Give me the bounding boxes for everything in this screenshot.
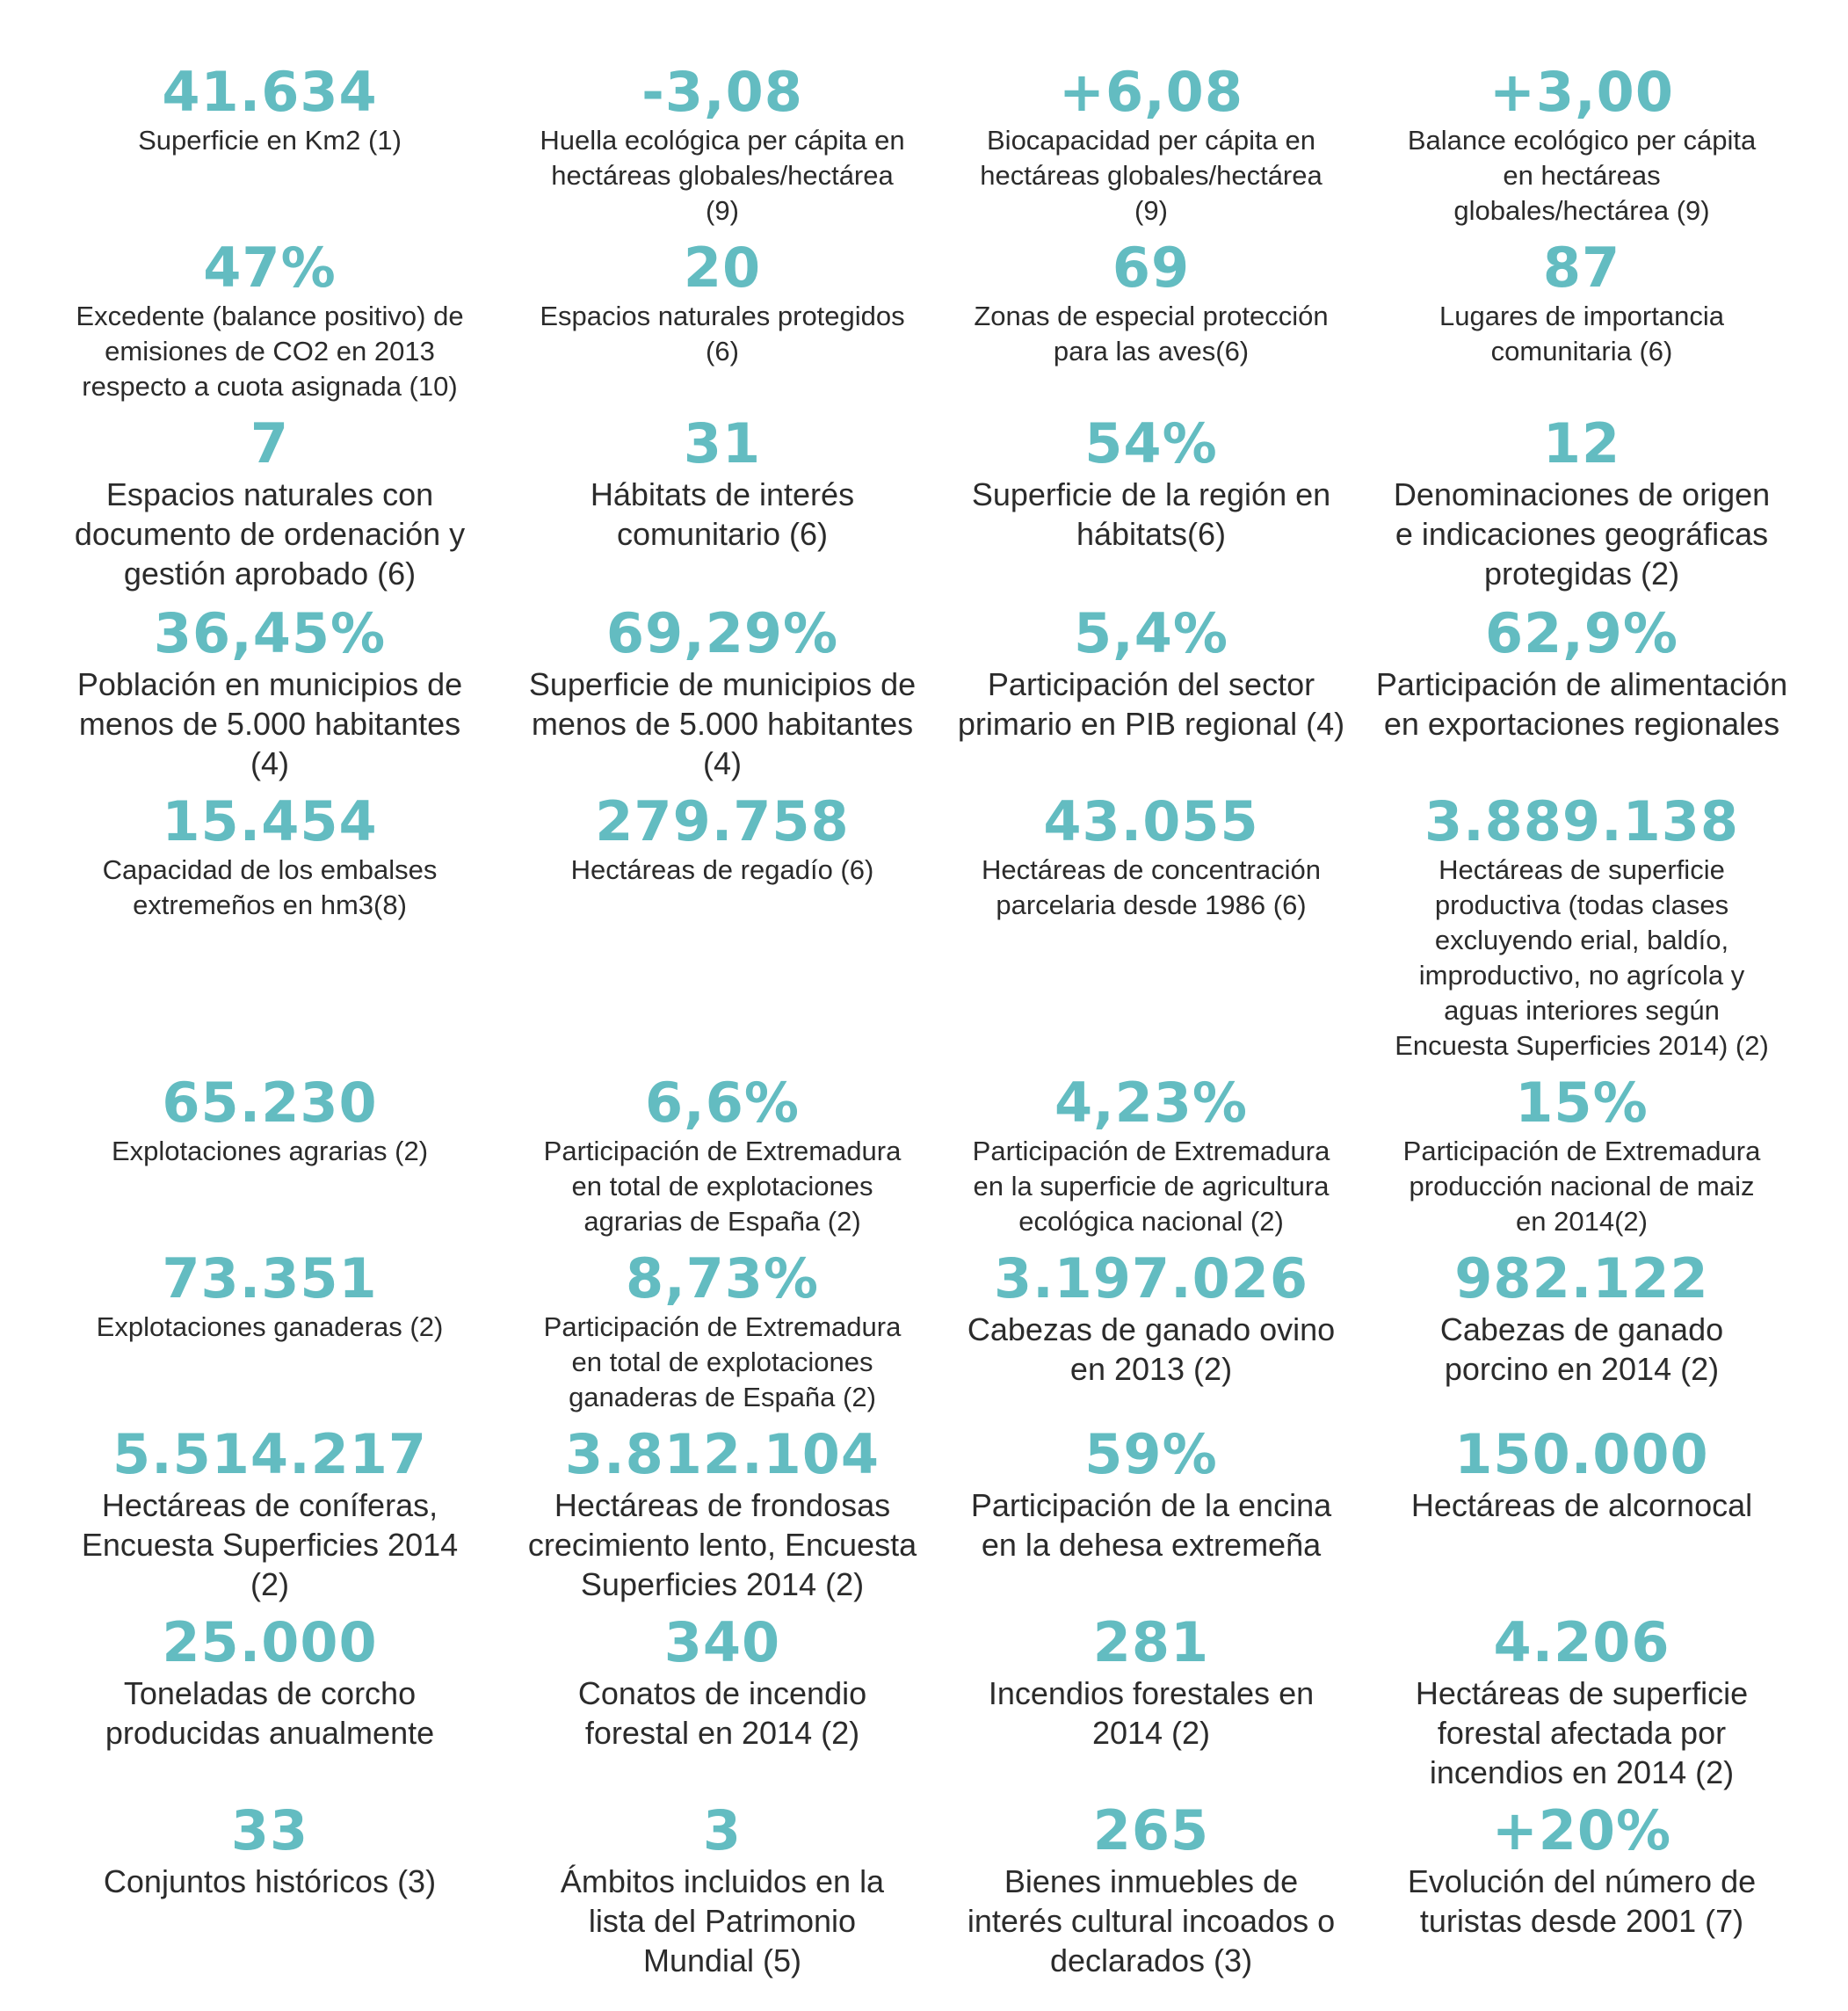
stat-value: +6,08: [1059, 60, 1243, 124]
stat-value: 41.634: [162, 60, 378, 124]
stat-item: [1371, 60, 1793, 229]
stat-item: [1371, 789, 1793, 1064]
stat-label: Toneladas de corcho producidas anualmente: [105, 1675, 435, 1751]
stat-label: Participación de la encina en la dehesa extremeña: [970, 1487, 1332, 1563]
stat-value: +20%: [1491, 1798, 1672, 1862]
stat-label: Espacios naturales protegidos (6): [540, 301, 905, 367]
stat-value: 5,4%: [1074, 601, 1228, 665]
stat-item: [1371, 236, 1793, 369]
stat-item: [59, 789, 481, 923]
stat-value: 3.197.026: [993, 1246, 1309, 1310]
stat-label: Superficie de la región en hábitats(6): [971, 476, 1331, 552]
stat-label: Excedente (balance positivo) de emisiones de CO2 en 2013 respecto a cuota asignada (10): [76, 301, 464, 402]
stat-label: Zonas de especial protección para las aves(6): [974, 301, 1329, 367]
stat-value: 4.206: [1493, 1610, 1670, 1674]
stat-item: [511, 789, 933, 888]
stat-item: [1371, 1422, 1793, 1525]
stat-label: Hectáreas de superficie productiva (todas clases excluyendo erial, baldío, improductivo, no agrícola y aguas interiores según Encuesta Superficies 2014) (2): [1395, 854, 1769, 1061]
stat-label: Capacidad de los embalses extremeños en hm3(8): [102, 854, 438, 920]
stat-item: [59, 1610, 481, 1753]
stat-value: 20: [683, 236, 762, 300]
stat-value: 3.812.104: [564, 1422, 881, 1486]
stat-value: 3: [702, 1798, 743, 1862]
stat-label: Hectáreas de alcornocal: [1410, 1487, 1753, 1523]
stat-value: 4,23%: [1054, 1071, 1249, 1135]
stat-item: [1371, 1071, 1793, 1239]
stat-label: Denominaciones de origen e indicaciones geográficas protegidas (2): [1393, 476, 1771, 592]
stat-item: [940, 1610, 1362, 1753]
stat-label: Hábitats de interés comunitario (6): [590, 476, 855, 552]
stat-label: Participación del sector primario en PIB regional (4): [957, 666, 1345, 742]
stat-label: Hectáreas de frondosas crecimiento lento, Encuesta Superficies 2014 (2): [527, 1487, 917, 1602]
stat-value: 62,9%: [1484, 601, 1679, 665]
stat-item: [940, 1246, 1362, 1389]
stat-item: [1371, 411, 1793, 593]
stat-value: -3,08: [641, 60, 803, 124]
stat-item: [940, 789, 1362, 923]
stat-value: 281: [1092, 1610, 1210, 1674]
stat-value: 15%: [1515, 1071, 1649, 1135]
stat-item: [511, 1422, 933, 1604]
stat-value: 69: [1112, 236, 1191, 300]
stat-label: Participación de Extremadura producción nacional de maiz en 2014(2): [1402, 1136, 1761, 1237]
stat-label: Participación de alimentación en exportaciones regionales: [1375, 666, 1788, 742]
stat-value: 3.889.138: [1424, 789, 1740, 853]
stat-item: [1371, 1246, 1793, 1389]
stat-item: [59, 60, 481, 158]
stat-label: Hectáreas de superficie forestal afectada por incendios en 2014 (2): [1415, 1675, 1749, 1790]
stat-item: [940, 1798, 1362, 1980]
stat-label: Bienes inmuebles de interés cultural incoados o declarados (3): [967, 1863, 1336, 1978]
stat-value: +3,00: [1489, 60, 1674, 124]
stat-item: [940, 1071, 1362, 1239]
stat-item: [59, 601, 481, 783]
stat-value: 36,45%: [153, 601, 387, 665]
stat-value: 5.514.217: [112, 1422, 428, 1486]
stat-value: 33: [230, 1798, 309, 1862]
stat-label: Participación de Extremadura en total de explotaciones agrarias de España (2): [543, 1136, 902, 1237]
stat-label: Explotaciones agrarias (2): [111, 1136, 429, 1166]
stat-item: [511, 1798, 933, 1980]
stat-value: 54%: [1084, 411, 1218, 476]
stat-label: Hectáreas de coníferas, Encuesta Superficies 2014 (2): [81, 1487, 459, 1602]
stat-item: [59, 1798, 481, 1901]
stat-value: 12: [1542, 411, 1621, 476]
stat-item: [59, 236, 481, 404]
stat-item: [511, 411, 933, 554]
stat-value: 59%: [1084, 1422, 1218, 1486]
stat-label: Balance ecológico per cápita en hectáreas globales/hectárea (9): [1407, 125, 1757, 226]
stat-value: 265: [1092, 1798, 1210, 1862]
stat-label: Huella ecológica per cápita en hectáreas globales/hectárea (9): [540, 125, 905, 226]
stat-value: 279.758: [595, 789, 850, 853]
stat-item: [511, 1071, 933, 1239]
stat-item: [59, 411, 481, 593]
stat-item: [1371, 601, 1793, 744]
stat-item: [59, 1246, 481, 1345]
stat-item: [511, 601, 933, 783]
stat-value: 982.122: [1454, 1246, 1709, 1310]
stat-label: Biocapacidad per cápita en hectáreas globales/hectárea (9): [980, 125, 1323, 226]
stat-item: [940, 60, 1362, 229]
stat-label: Población en municipios de menos de 5.000 habitantes (4): [76, 666, 463, 781]
stat-item: [940, 1422, 1362, 1565]
stat-value: 47%: [203, 236, 337, 300]
stat-label: Ámbitos incluidos en la lista del Patrimonio Mundial (5): [560, 1863, 885, 1978]
stat-label: Explotaciones ganaderas (2): [96, 1311, 444, 1342]
stat-value: 25.000: [162, 1610, 378, 1674]
stat-label: Espacios naturales con documento de ordenación y gestión aprobado (6): [74, 476, 466, 592]
stat-value: 43.055: [1043, 789, 1259, 853]
stat-item: [59, 1071, 481, 1169]
stat-label: Hectáreas de concentración parcelaria desde 1986 (6): [981, 854, 1321, 920]
stat-value: 150.000: [1454, 1422, 1709, 1486]
stat-item: [1371, 1798, 1793, 1941]
stat-value: 340: [663, 1610, 781, 1674]
stat-item: [940, 411, 1362, 554]
stat-value: 73.351: [162, 1246, 378, 1310]
stat-value: 65.230: [162, 1071, 378, 1135]
stat-label: Cabezas de ganado ovino en 2013 (2): [967, 1311, 1336, 1387]
stat-value: 69,29%: [605, 601, 839, 665]
stat-item: [511, 60, 933, 229]
stat-label: Participación de Extremadura en la superficie de agricultura ecológica nacional (2): [972, 1136, 1330, 1237]
stat-item: [511, 1246, 933, 1415]
stat-item: [940, 236, 1362, 369]
stat-item: [511, 1610, 933, 1753]
stat-label: Participación de Extremadura en total de explotaciones ganaderas de España (2): [543, 1311, 902, 1412]
stat-value: 6,6%: [645, 1071, 800, 1135]
stat-value: 31: [683, 411, 762, 476]
stat-value: 87: [1542, 236, 1621, 300]
stat-label: Lugares de importancia comunitaria (6): [1439, 301, 1724, 367]
stat-label: Evolución del número de turistas desde 2001 (7): [1407, 1863, 1757, 1939]
stat-value: 7: [250, 411, 290, 476]
stat-label: Superficie en Km2 (1): [138, 125, 402, 156]
stat-label: Conatos de incendio forestal en 2014 (2): [577, 1675, 867, 1751]
stat-label: Superficie de municipios de menos de 5.000 habitantes (4): [528, 666, 917, 781]
stat-label: Cabezas de ganado porcino en 2014 (2): [1439, 1311, 1724, 1387]
stat-value: 15.454: [162, 789, 378, 853]
stat-item: [59, 1422, 481, 1604]
stat-item: [940, 601, 1362, 744]
stat-value: 8,73%: [625, 1246, 820, 1310]
stat-item: [511, 236, 933, 369]
stat-label: Conjuntos históricos (3): [103, 1863, 437, 1899]
stat-label: Incendios forestales en 2014 (2): [988, 1675, 1315, 1751]
stat-label: Hectáreas de regadío (6): [570, 854, 874, 885]
stat-item: [1371, 1610, 1793, 1792]
